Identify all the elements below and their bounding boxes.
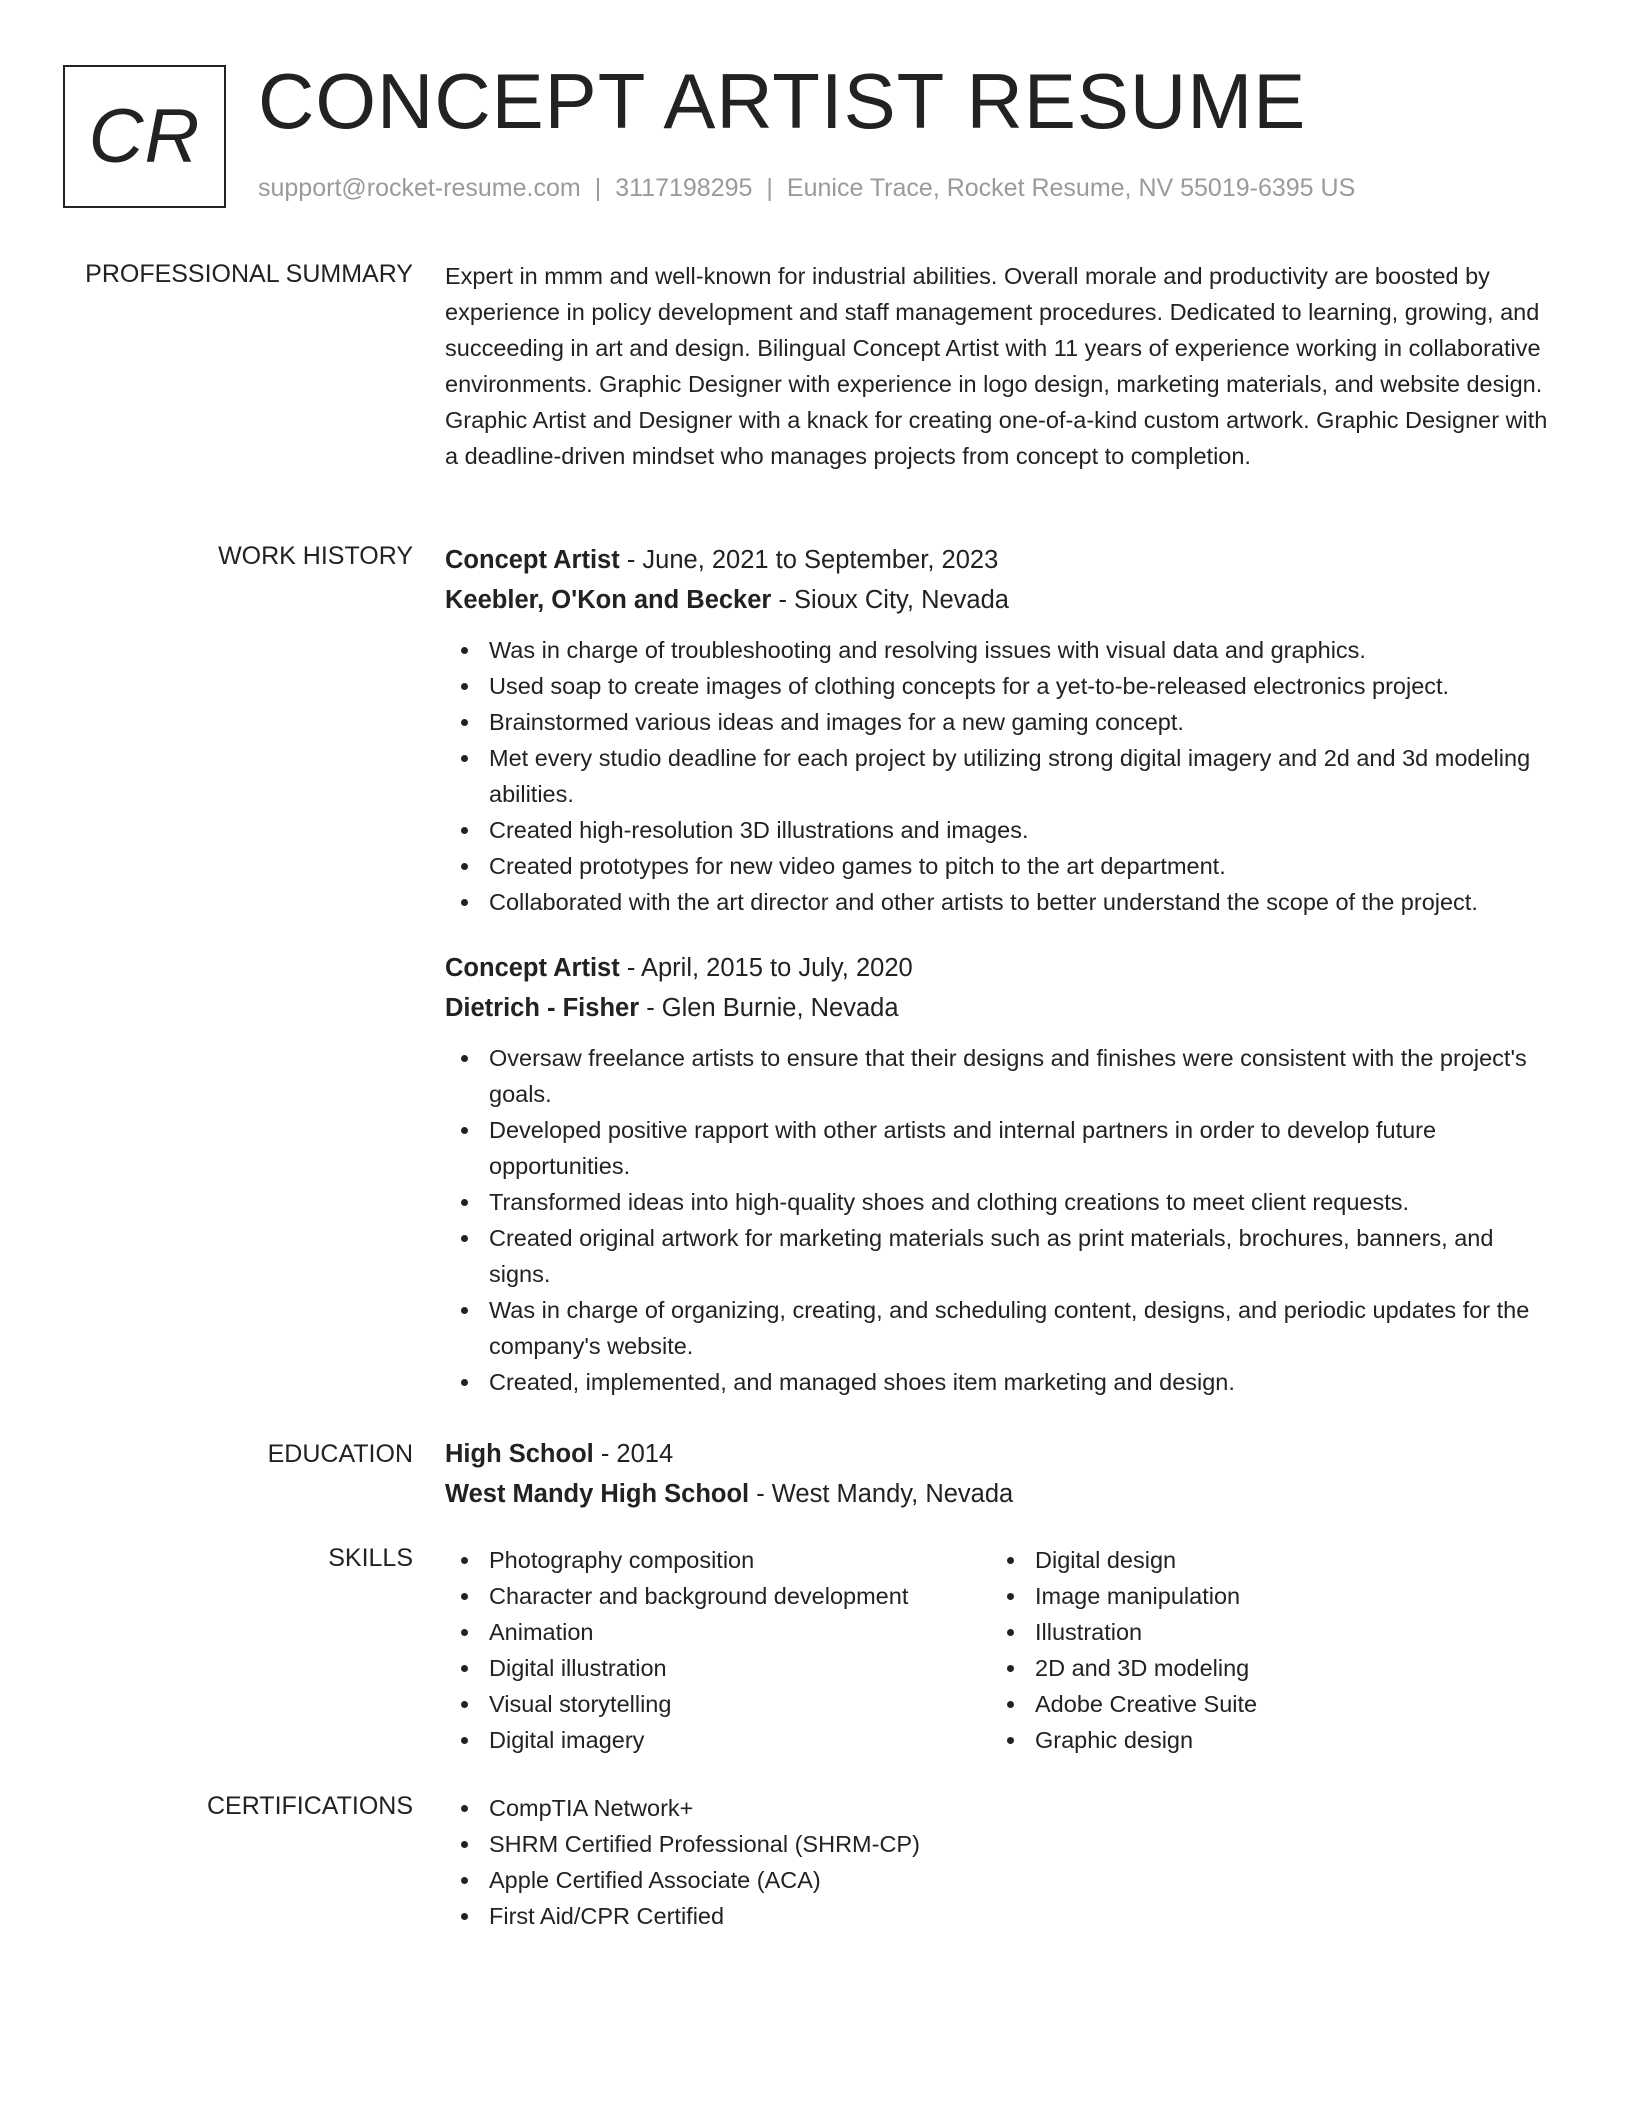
education-location: - West Mandy, Nevada bbox=[749, 1480, 1014, 1508]
job-company-line bbox=[445, 580, 1555, 620]
resume-header bbox=[0, 0, 1632, 220]
certification-item: First Aid/CPR Certified bbox=[445, 1898, 1555, 1934]
work-history-body bbox=[445, 540, 1555, 1400]
skill-item: Digital imagery bbox=[445, 1722, 991, 1758]
job-bullet: Created, implemented, and managed shoes item marketing and design. bbox=[445, 1364, 1555, 1400]
section-heading-summary: PROFESSIONAL SUMMARY bbox=[85, 260, 413, 288]
skill-item: Character and background development bbox=[445, 1578, 991, 1614]
job-dates: - June, 2021 to September, 2023 bbox=[619, 546, 999, 574]
job-bullet: Created high-resolution 3D illustrations and images. bbox=[445, 812, 1555, 848]
job-bullet: Was in charge of organizing, creating, and scheduling content, designs, and periodic updates for the company's website. bbox=[445, 1292, 1555, 1364]
skill-item: Visual storytelling bbox=[445, 1686, 991, 1722]
skill-item: Digital illustration bbox=[445, 1650, 991, 1686]
job-title: Concept Artist bbox=[445, 546, 620, 574]
job-bullet: Used soap to create images of clothing concepts for a yet-to-be-released electronics project. bbox=[445, 668, 1555, 704]
job-location: - Glen Burnie, Nevada bbox=[639, 994, 899, 1022]
skill-item: Photography composition bbox=[445, 1542, 991, 1578]
skill-item: Adobe Creative Suite bbox=[991, 1686, 1537, 1722]
contact-separator: | bbox=[594, 174, 602, 202]
certifications-body bbox=[445, 1790, 1555, 1934]
job-company-line bbox=[445, 988, 1555, 1028]
job-location: - Sioux City, Nevada bbox=[771, 586, 1009, 614]
section-heading-education: EDUCATION bbox=[267, 1440, 413, 1468]
skill-item: Digital design bbox=[991, 1542, 1537, 1578]
contact-address: Eunice Trace, Rocket Resume, NV 55019-6395 US bbox=[786, 174, 1356, 202]
skills-list-left bbox=[445, 1542, 991, 1758]
skills-grid bbox=[445, 1542, 1555, 1758]
job-bullet: Collaborated with the art director and other artists to better understand the scope of the project. bbox=[445, 884, 1555, 920]
section-heading-certifications: CERTIFICATIONS bbox=[206, 1792, 413, 1820]
education-school: West Mandy High School bbox=[445, 1480, 750, 1508]
job-bullet: Met every studio deadline for each project by utilizing strong digital imagery and 2d and 3d modeling abilities. bbox=[445, 740, 1555, 812]
contact-line bbox=[258, 172, 1355, 204]
certification-item: CompTIA Network+ bbox=[445, 1790, 1555, 1826]
skill-item: Graphic design bbox=[991, 1722, 1537, 1758]
job-bullet: Created prototypes for new video games to pitch to the art department. bbox=[445, 848, 1555, 884]
certification-item: SHRM Certified Professional (SHRM-CP) bbox=[445, 1826, 1555, 1862]
job-company: Keebler, O'Kon and Becker bbox=[445, 586, 772, 614]
job-title-line bbox=[445, 948, 1555, 988]
contact-email[interactable]: support@rocket-resume.com bbox=[258, 174, 581, 202]
education-degree-line bbox=[445, 1434, 1555, 1474]
job-title-line bbox=[445, 540, 1555, 580]
job-bullet: Was in charge of troubleshooting and resolving issues with visual data and graphics. bbox=[445, 632, 1555, 668]
job-company: Dietrich - Fisher bbox=[445, 994, 640, 1022]
resume-title: CONCEPT ARTIST RESUME bbox=[258, 57, 1307, 145]
education-degree: High School bbox=[445, 1440, 594, 1468]
section-heading-skills: SKILLS bbox=[328, 1544, 413, 1572]
skills-list-right bbox=[991, 1542, 1537, 1758]
job-bullets bbox=[445, 632, 1555, 920]
education-year: - 2014 bbox=[593, 1440, 674, 1468]
job-entry bbox=[445, 540, 1555, 920]
certifications-list bbox=[445, 1790, 1555, 1934]
skill-item: Illustration bbox=[991, 1614, 1537, 1650]
job-bullet: Transformed ideas into high-quality shoes and clothing creations to meet client requests. bbox=[445, 1184, 1555, 1220]
job-bullet: Created original artwork for marketing materials such as print materials, brochures, banners, and signs. bbox=[445, 1220, 1555, 1292]
certification-item: Apple Certified Associate (ACA) bbox=[445, 1862, 1555, 1898]
education-school-line bbox=[445, 1474, 1555, 1514]
contact-phone[interactable]: 3117198295 bbox=[615, 174, 753, 202]
job-bullet: Oversaw freelance artists to ensure that their designs and finishes were consistent with the project's goals. bbox=[445, 1040, 1555, 1112]
section-heading-work-history: WORK HISTORY bbox=[218, 542, 413, 570]
job-entry bbox=[445, 948, 1555, 1400]
job-dates: - April, 2015 to July, 2020 bbox=[619, 954, 913, 982]
job-title: Concept Artist bbox=[445, 954, 620, 982]
job-bullet: Developed positive rapport with other artists and internal partners in order to develop future opportunities. bbox=[445, 1112, 1555, 1184]
job-bullet: Brainstormed various ideas and images for a new gaming concept. bbox=[445, 704, 1555, 740]
skill-item: 2D and 3D modeling bbox=[991, 1650, 1537, 1686]
skill-item: Animation bbox=[445, 1614, 991, 1650]
education-body bbox=[445, 1434, 1555, 1514]
contact-separator: | bbox=[766, 174, 773, 202]
summary-text: Expert in mmm and well-known for industrial abilities. Overall morale and productivity are boosted by experience in policy development and staff management procedures. Dedicated to learning, growing, and succeeding in art and design. Bilingual Concept Artist with 11 years of experience working in collaborative environments. Graphic Designer with experience in logo design, marketing materials, and website design. Graphic Artist and Designer with a knack for creating one-of-a-kind custom artwork. Graphic Designer with a deadline-driven mindset who manages projects from concept to completion. bbox=[445, 263, 1548, 469]
skill-item: Image manipulation bbox=[991, 1578, 1537, 1614]
job-bullets bbox=[445, 1040, 1555, 1400]
monogram-logo: CR bbox=[63, 65, 226, 208]
